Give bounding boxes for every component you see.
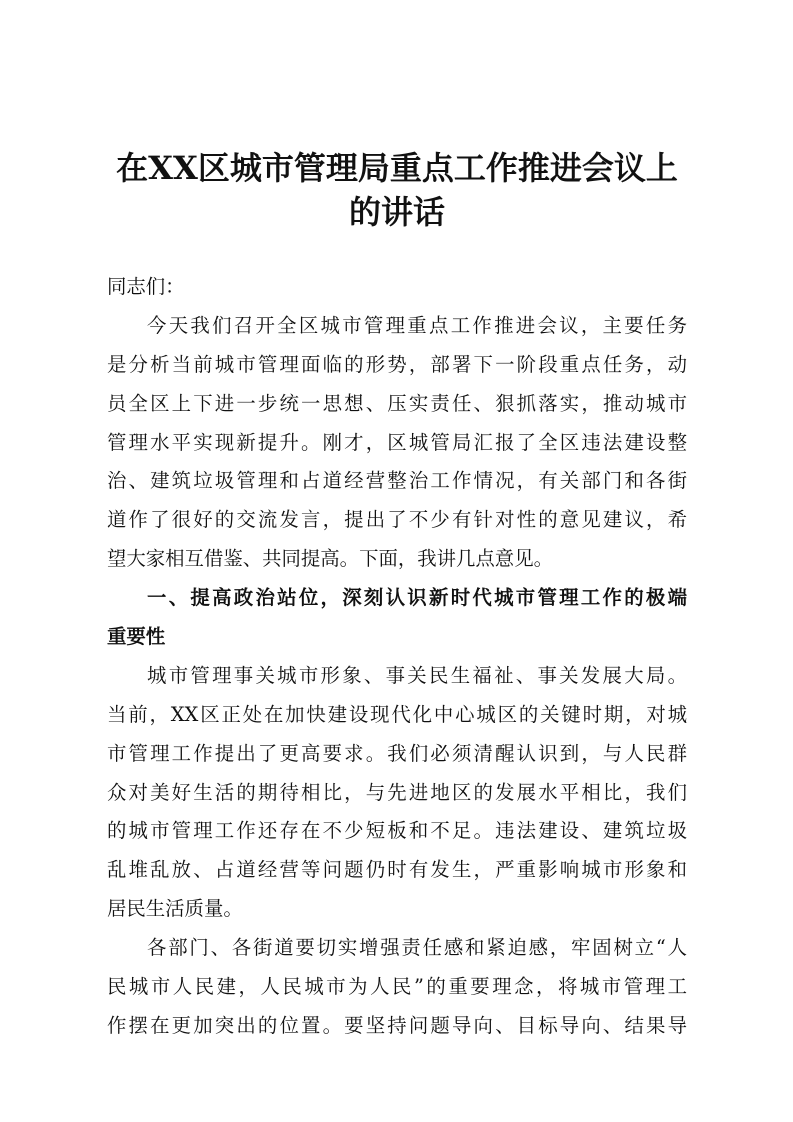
title-line: 的讲话 xyxy=(348,193,445,231)
paragraph-line: 道作了很好的交流发言，提出了不少有针对性的意见建议，希 xyxy=(107,508,687,532)
paragraph-line: 是分析当前城市管理面临的形势，部署下一阶段重点任务，动 xyxy=(107,352,687,376)
paragraph-line: 的城市管理工作还存在不少短板和不足。违法建设、建筑垃圾 xyxy=(107,819,687,843)
paragraph-line: 作摆在更加突出的位置。要坚持问题导向、目标导向、结果导 xyxy=(107,1013,687,1037)
paragraph-line: 管理水平实现新提升。刚才，区城管局汇报了全区违法建设整 xyxy=(107,430,687,454)
paragraph-line: 今天我们召开全区城市管理重点工作推进会议，主要任务 xyxy=(147,313,687,337)
document-title xyxy=(100,146,694,234)
paragraph-line: 市管理工作提出了更高要求。我们必须清醒认识到，与人民群 xyxy=(107,741,687,765)
paragraph-line: 众对美好生活的期待相比，与先进地区的发展水平相比，我们 xyxy=(107,780,687,804)
paragraph-line: 望大家相互借鉴、共同提高。下面，我讲几点意见。 xyxy=(107,547,553,571)
paragraph-line: 城市管理事关城市形象、事关民生福祉、事关发展大局。 xyxy=(147,663,687,687)
section-heading-line: 一、提高政治站位，深刻认识新时代城市管理工作的极端 xyxy=(147,586,687,610)
paragraph-line: 乱堆乱放、占道经营等问题仍时有发生，严重影响城市形象和 xyxy=(107,858,687,882)
paragraph-line: 员全区上下进一步统一思想、压实责任、狠抓落实，推动城市 xyxy=(107,391,687,415)
title-line: 在XX区城市管理局重点工作推进会议上 xyxy=(116,149,678,187)
paragraph-line: 居民生活质量。 xyxy=(107,897,243,921)
section-heading-line: 重要性 xyxy=(107,625,166,649)
paragraph-line: 各部门、各街道要切实增强责任感和紧迫感，牢固树立“人 xyxy=(147,936,687,960)
paragraph-line: 民城市人民建，人民城市为人民”的重要理念，将城市管理工 xyxy=(107,975,687,999)
paragraph-line: 当前，XX区正处在加快建设现代化中心城区的关键时期，对城 xyxy=(107,702,687,726)
paragraph-line: 治、建筑垃圾管理和占道经营整治工作情况，有关部门和各街 xyxy=(107,469,687,493)
document-body xyxy=(107,268,687,1046)
salutation: 同志们： xyxy=(107,275,185,298)
